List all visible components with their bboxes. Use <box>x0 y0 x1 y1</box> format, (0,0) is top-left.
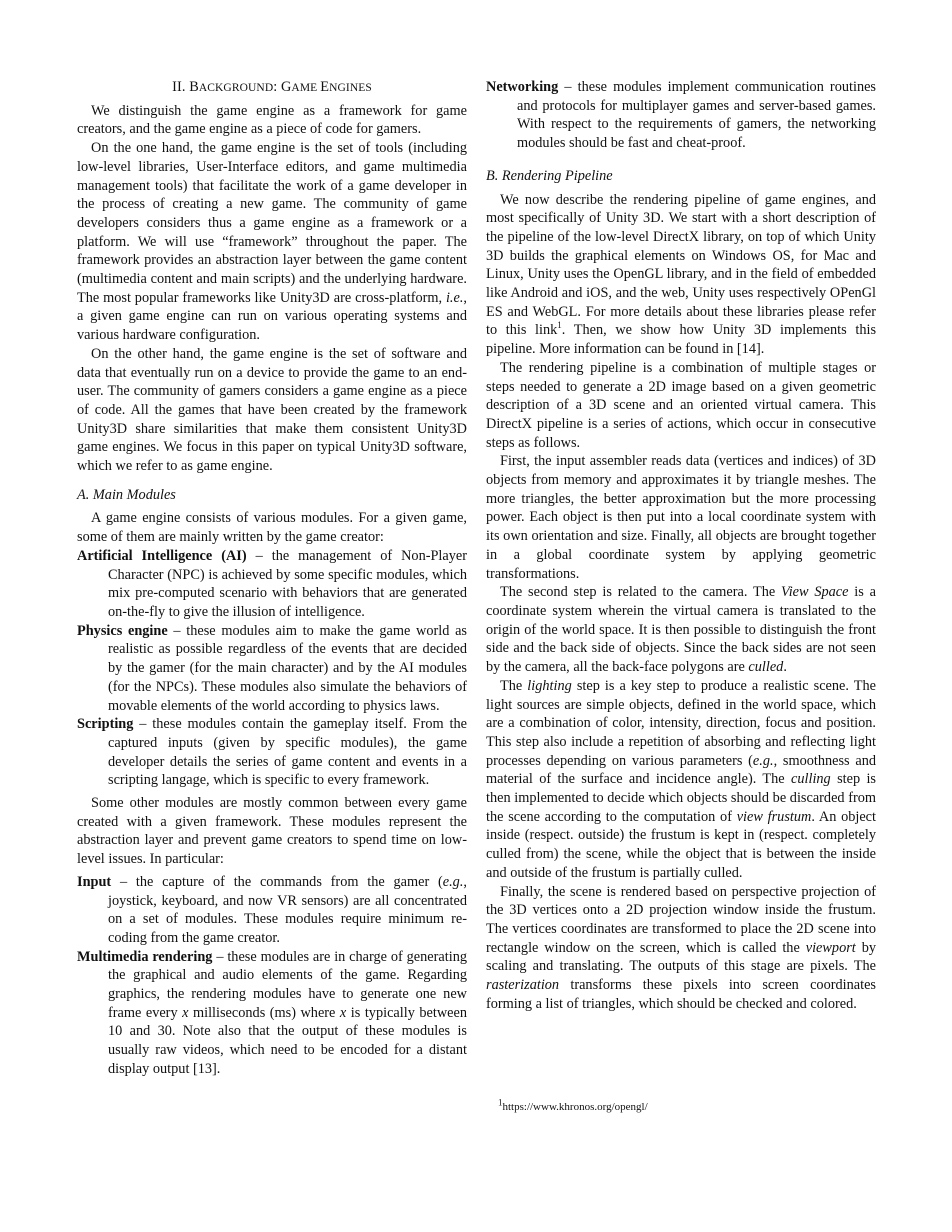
paragraph: Finally, the scene is rendered based on perspective projection of the 3D vertices onto a 2D projection window inside the frustum. The vertices coordinates are transformed to place the 2D scene into rectangle window on the screen, which is called the viewport by scaling and translating. The outputs of this stage are pixels. The rasterization transforms these pixels into screen coordinates forming a list of triangles, which should be checked and colored. <box>486 883 876 1012</box>
list-item-networking: Networking – these modules implement communication routines and protocols for multiplayer games and server-based games. With respect to the requirements of gamers, the networking modules should be fast and cheat-proof. <box>486 79 876 152</box>
paragraph: On the one hand, the game engine is the set of tools (including low-level libraries, User-Interface editors, and game multimedia management tools) that facilitate the work of a game developer in the process of creating a new game. The community of game developers considers thus a game engine as a framework or a platform. We will use “framework” throughout the paper. The framework provides an abstraction layer between the game content (multimedia content and main scripts) and the underlying hardware. The most popular frameworks like Unity3D are cross-platform, i.e., a given game engine can run on various operating systems and various hardware configuration. <box>77 140 467 344</box>
left-column <box>77 78 467 1079</box>
subsection-heading-rendering-pipeline: B. Rendering Pipeline <box>486 167 613 184</box>
subsection-heading-main-modules: A. Main Modules <box>77 486 176 503</box>
list-item-multimedia: Multimedia rendering – these modules are in charge of generating the graphical and audio elements of the game. Regarding graphics, the rendering modules have to generate one new frame every x milliseconds (ms) where x is typically between 10 and 30. Note also that the output of these modules is usually raw videos, which need to be encoded for a distant display output [13]. <box>77 948 468 1077</box>
list-item-scripting: Scripting – these modules contain the gameplay itself. From the captured inputs (given by specific modules), the game developer details the series of game content and events in a scripting langage, which is specific to every framework. <box>77 716 467 789</box>
paragraph: The second step is related to the camera. The View Space is a coordinate system wherein the virtual camera is translated to the origin of the world space. It is then possible to distinguish the front side and the back side of objects. Since the back sides are not seen by the camera, all the back-face polygons are culled. <box>486 584 876 676</box>
list-item-input: Input – the capture of the commands from the gamer (e.g., joystick, keyboard, and now VR sensors) are all concentrated on a set of modules. These modules require minimum re-coding from the game creator. <box>77 873 467 946</box>
paragraph: Some other modules are mostly common between every game created with a given framework. These modules represent the abstraction layer and prevent game creators to spend time on low-level issues. In particular: <box>77 795 467 868</box>
paragraph: We distinguish the game engine as a framework for game creators, and the game engine as a piece of code for gamers. <box>77 102 467 138</box>
footnote-number: 1 <box>498 1097 503 1108</box>
paragraph: The lighting step is a key step to produce a realistic scene. The light sources are simple objects, defined in the world space, which are a combination of color, intensity, direction, focus and position. This step also include a repetition of absorbing and reflecting light processes depending on various parameters (e.g., smoothness and material of the surface and incidence angle). The culling step is then implemented to decide which objects should be discarded from the scene according to the computation of view frustum. An object inside (respect. outside) the frustum is kept in (respect. completely culled from) the scene, while the object that is between the inside and outside of the frustum is partially culled. <box>486 677 877 881</box>
paragraph: A game engine consists of various modules. For a given game, some of them are mainly written by the game creator: <box>77 510 467 546</box>
list-item-ai: Artificial Intelligence (AI) – the management of Non-Player Character (NPC) is achieved by some specific modules, which mix pre-computed scenario with behaviors that are generated on-the-fly to give the illusion of intelligence. <box>77 547 467 620</box>
footnote-link[interactable]: https://www.khronos.org/opengl/ <box>502 1101 648 1113</box>
right-column <box>486 78 876 1013</box>
footnote <box>498 1097 878 1114</box>
paragraph: First, the input assembler reads data (vertices and indices) of 3D objects from memory and approximates it by triangle meshes. The more triangles, the better approximation but the more processing power. Each object is then put into a local coordinate system with its own orientation and size. Finally, all objects are brought together in a global coordinate system by applying geometric transformations. <box>486 453 876 582</box>
footnote-marker: 1 <box>557 320 562 331</box>
section-heading: II. BACKGROUND: GAME ENGINES <box>172 79 372 95</box>
paragraph: On the other hand, the game engine is the set of software and data that eventually run on a device to provide the game to an end-user. The community of gamers considers a game engine as a piece of code. All the games that have been created by the framework Unity3D share similarities that make them consistent Unity3D game engines. We focus in this paper on typical Unity3D software, which we refer to as game engine. <box>77 345 467 475</box>
paragraph: We now describe the rendering pipeline of game engines, and most specifically of Unity 3D. We start with a short description of the pipeline of the low-level DirectX library, on top of which Unity 3D builds the graphical elements on Windows OS, for Mac and Linux, Unity uses the OpenGL library, and in the field of embedded like Android and iOS, and the web, Unity uses respectively OPenGl ES and WebGL. For more details about these libraries please refer to this link$^1$. Then, we show how Unity 3D implements this pipeline. More information can be found in [14]. <box>486 191 877 358</box>
list-item-physics: Physics engine – these modules aim to make the game world as realistic as possible regardless of the events that are decided by the gamer (for the main character) and by the AI modules (for the NPCs). These modules also simulate the behaviors of movable elements of the world according to physics laws. <box>77 622 467 714</box>
paragraph: The rendering pipeline is a combination of multiple stages or steps needed to generate a 2D image based on a given geometric description of a 3D scene and an oriented virtual camera. This DirectX pipeline is a series of actions, which occur in consecutive steps as follows. <box>486 359 876 451</box>
